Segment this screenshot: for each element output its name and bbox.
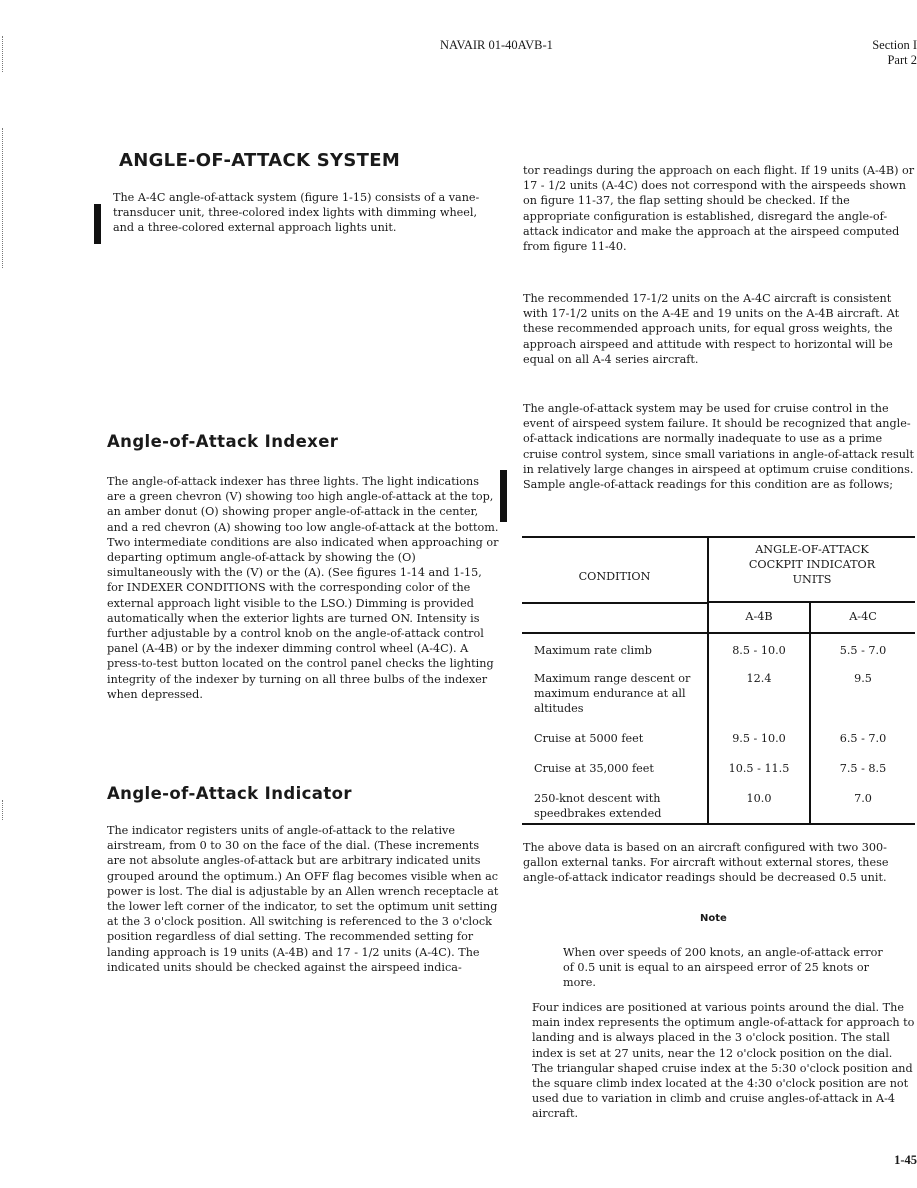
- right-paragraph-3: [523, 401, 915, 492]
- after-table-paragraph: [523, 840, 915, 886]
- part-number: Part 2: [887, 53, 917, 67]
- scan-artifact: [2, 36, 6, 72]
- paragraph-text: The angle-of-attack system may be used for cruise control in the event of airspeed system failure. It should be recognized that angle-of-attack indications are normally inadequate to use as a prime cruise control system, since small variations in angle-of-attack result in relatively large changes in airspeed at optimum cruise conditions. Sample angle-of-attack readings for this condition are as follows;: [523, 402, 915, 492]
- indicator-heading: Angle-of-Attack Indicator: [107, 784, 352, 803]
- indicator-text: The indicator registers units of angle-of-attack to the relative airstream, from 0 to 30 on the face of the dial. (These increments are not absolute angles-of-attack but are arbitrary indicated units grouped around the optimum.) An OFF flag becomes visible when ac power is lost. The dial is adjustable by an Allen wrench receptacle at the lower left corner of the indicator, to set the optimum unit setting at the 3 o'clock position. All switching is referenced to the 3 o'clock position regardless of dial setting. The recommended setting for landing approach is 19 units (A-4B) and 17 - 1/2 units (A-4C). The indicated units should be checked against the airspeed indica-: [107, 824, 499, 974]
- header-aoa-units: ANGLE-OF-ATTACK COCKPIT INDICATOR UNITS: [708, 537, 915, 602]
- right-paragraph-1: [523, 163, 915, 254]
- scan-artifact: [2, 128, 6, 268]
- cell-condition: Maximum rate climb: [522, 633, 708, 665]
- aoa-readings-table: [522, 536, 915, 825]
- page-title: ANGLE-OF-ATTACK SYSTEM: [119, 150, 401, 171]
- paragraph-text: The above data is based on an aircraft configured with two 300-gallon external tanks. For aircraft without external stores, these angle-of-attack indicator readings should be decreased 0.5 unit.: [523, 841, 889, 885]
- cell-condition: Cruise at 35,000 feet: [522, 753, 708, 783]
- cell-a4c: 7.0: [810, 783, 915, 824]
- scan-artifact: [2, 800, 6, 820]
- cell-a4b: 10.5 - 11.5: [708, 753, 810, 783]
- note-body: When over speeds of 200 knots, an angle-of-attack error of 0.5 unit is equal to an airspeed error of 25 knots or more.: [563, 946, 883, 990]
- table-row: [522, 753, 915, 783]
- header-a4c: A-4C: [810, 603, 915, 633]
- note-title: Note: [700, 913, 727, 924]
- final-paragraph: [532, 1000, 916, 1122]
- cell-condition: Cruise at 5000 feet: [522, 723, 708, 753]
- change-bar: [500, 470, 507, 522]
- table-row: [522, 633, 915, 665]
- cell-a4c: 9.5: [854, 672, 872, 685]
- cell-a4b: 10.0: [708, 783, 810, 824]
- document-number: NAVAIR 01-40AVB-1: [440, 38, 553, 52]
- cell-a4c: 5.5 - 7.0: [839, 644, 887, 657]
- cell-a4b: 8.5 - 10.0: [708, 633, 810, 665]
- cell-a4c: 7.5 - 8.5: [839, 762, 887, 775]
- page-number: 1-45: [894, 1153, 917, 1167]
- indexer-heading: Angle-of-Attack Indexer: [107, 432, 339, 451]
- header-a4b: A-4B: [708, 603, 810, 633]
- change-bar: [94, 204, 101, 244]
- table-header-row: [522, 537, 915, 602]
- section-number: Section I: [872, 38, 917, 52]
- table-row: [522, 783, 915, 824]
- indexer-paragraph: [107, 474, 499, 702]
- table-subheader-row: [522, 603, 915, 633]
- empty-cell: [522, 603, 708, 633]
- cell-a4c: 6.5 - 7.0: [839, 732, 887, 745]
- right-paragraph-2: [523, 291, 915, 367]
- paragraph-text: The recommended 17-1/2 units on the A-4C aircraft is consistent with 17-1/2 units on the A-4E and 19 units on the A-4B aircraft. At these recommended approach units, for equal gross weights, the approach airspeed and attitude with respect to horizontal will be equal on all A-4 series aircraft.: [523, 292, 900, 366]
- indexer-text: The angle-of-attack indexer has three lights. The light indications are a green chevron (V) showing too high angle-of-attack at the top, an amber donut (O) showing proper angle-of-attack in the center, and a red chevron (A) showing too low angle-of-attack at the bottom. Two intermediate conditions are also indicated when approaching or departing optimum angle-of-attack by showing the (O) simultaneously with the (V) or the (A). (See figures 1-14 and 1-15, for INDEXER CONDITIONS with the corresponding color of the external approach light visible to the LSO.) Dimming is provided automatically when the exterior lights are turned ON. Intensity is further adjustable by a control knob on the angle-of-attack control panel (A-4B) or by the indexer dimming control wheel (A-4C). A press-to-test button located on the control panel checks the lighting integrity of the indexer by turning on all three bulbs of the indexer when depressed.: [107, 475, 499, 701]
- table-row: [522, 723, 915, 753]
- cell-condition: Maximum range descent or maximum endurance at all altitudes: [522, 665, 708, 723]
- cell-a4b: 9.5 - 10.0: [708, 723, 810, 753]
- cell-a4b: 12.4: [708, 665, 810, 723]
- intro-text: The A-4C angle-of-attack system (figure 1-15) consists of a vane-transducer unit, three-colored index lights with dimming wheel, and a three-colored external approach lights unit.: [113, 191, 480, 235]
- paragraph-text: tor readings during the approach on each flight. If 19 units (A-4B) or 17 - 1/2 units (A-4C) does not correspond with the airspeeds shown on figure 11-37, the flap setting should be checked. If the appropriate configuration is established, disregard the angle-of-attack indicator and make the approach at the airspeed computed from figure 11-40.: [523, 164, 915, 254]
- indicator-paragraph: [107, 823, 499, 975]
- table-row: [522, 665, 915, 723]
- paragraph-text: Four indices are positioned at various points around the dial. The main index represents the optimum angle-of-attack for approach to landing and is always placed in the 3 o'clock position. The stall index is set at 27 units, near the 12 o'clock position on the dial. The triangular shaped cruise index at the 5:30 o'clock position and the square climb index located at the 4:30 o'clock position are not used due to variation in climb and cruise angles-of-attack in A-4 aircraft.: [532, 1001, 915, 1121]
- section-label: [872, 38, 917, 68]
- cell-condition: 250-knot descent with speedbrakes extended: [522, 783, 708, 824]
- intro-paragraph: [113, 190, 485, 236]
- header-condition: CONDITION: [522, 537, 708, 603]
